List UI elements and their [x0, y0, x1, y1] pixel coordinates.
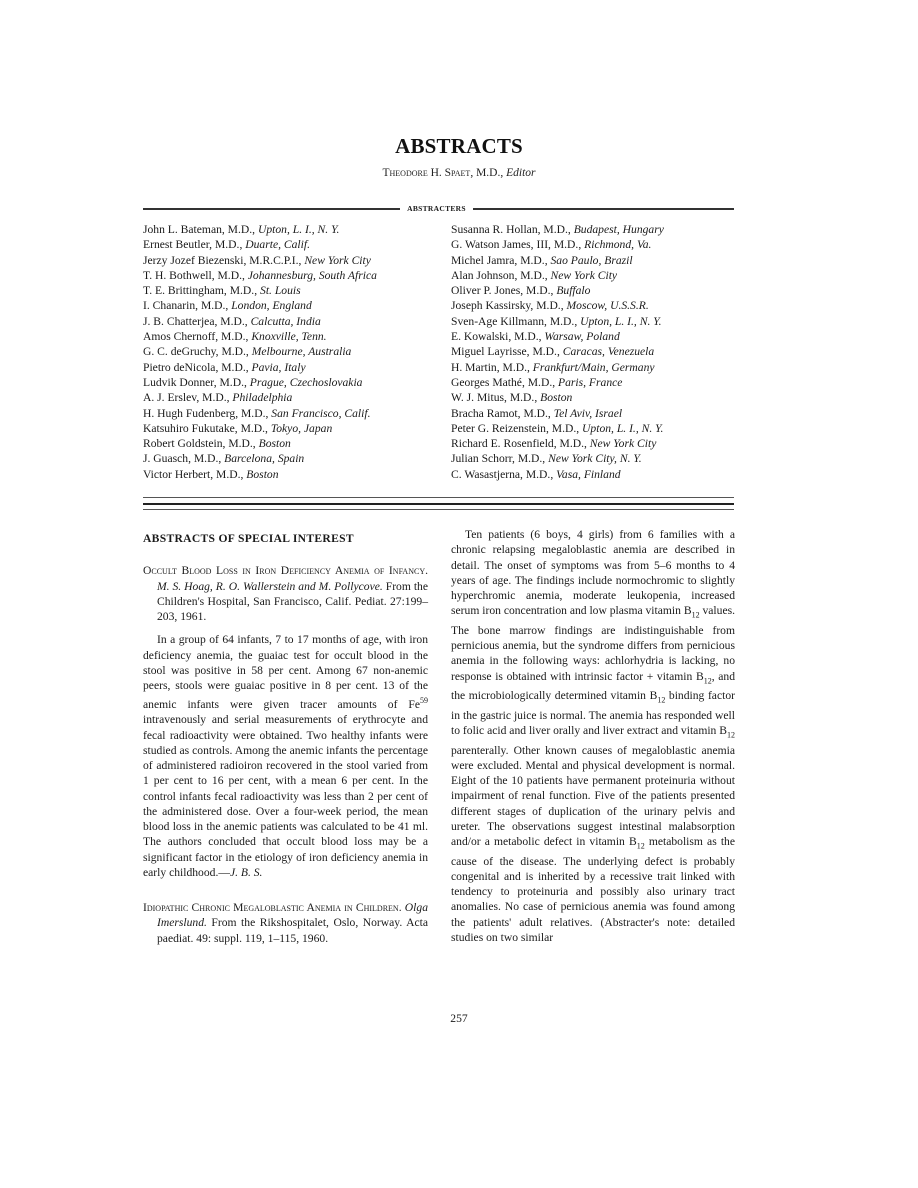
abstracter-location: Duarte, Calif. [245, 238, 310, 252]
abstracter-entry [143, 298, 377, 313]
page-number: 257 [450, 1012, 468, 1025]
abstracter-entry [451, 436, 664, 451]
abstract-1-text-b: intravenously and serial measurements of erythrocyte and fecal radioactivity were obtained. Two healthy infants were studied as controls. Among the anemic infants the percentage of administered radioiron recovered in the stool varied from 1 per cent to 16 per cent, with a mean 6 per cent. In the control infants fecal radioactivity was less than 2 per cent of the administered dose. Over a four-week period, the mean blood loss in the anemic patients was calculated to be 41 ml. The authors concluded that occult blood loss may be a significant factor in the etiology of iron deficiency anemia in early childhood.— [143, 713, 428, 879]
abstract-2-citation [143, 900, 428, 946]
abstracter-location: Upton, L. I., N. Y. [582, 421, 664, 435]
abstracter-location: Pavia, Italy [251, 360, 306, 374]
abstract-1-authors: M. S. Hoag, R. O. Wallerstein and M. Pollycove. [157, 579, 383, 593]
abstracter-entry [143, 360, 377, 375]
divider-rule-bottom [143, 509, 734, 510]
abstracter-entry [143, 344, 377, 359]
abstracter-name: Richard E. Rosenfield, M.D., [451, 437, 590, 451]
abstracter-name: Pietro deNicola, M.D., [143, 360, 252, 374]
abstracter-location: Prague, Czechoslovakia [249, 375, 363, 389]
abstracter-location: New York City [589, 437, 657, 451]
abstracter-location: New York City, N. Y. [548, 452, 642, 466]
abstracter-entry [143, 421, 377, 436]
abstracter-entry [451, 298, 664, 313]
editor-name: Theodore H. Spaet [382, 167, 471, 179]
rule-line-left [143, 208, 400, 210]
abstracter-entry [143, 436, 377, 451]
abstracter-name: T. H. Bothwell, M.D., [143, 268, 248, 282]
abstracter-name: H. Hugh Fudenberg, M.D., [143, 406, 272, 420]
abstracter-name: John L. Bateman, M.D., [143, 223, 258, 236]
abstract-2-text: binding factor in the gastric juice is normal. The anemia has responded well to folic acid and liver orally and liver extract and vitamin B [451, 689, 735, 737]
abstracter-entry [451, 344, 664, 359]
b12-subscript: 12 [727, 730, 735, 740]
abstracter-location: Calcutta, India [250, 314, 321, 328]
abstracter-entry [451, 329, 664, 344]
abstracter-name: Joseph Kassirsky, M.D., [451, 299, 567, 313]
abstract-1-signature: J. B. S. [229, 865, 263, 879]
abstracter-name: A. J. Erslev, M.D., [143, 391, 233, 405]
abstracter-name: W. J. Mitus, M.D., [451, 391, 541, 405]
abstracter-entry [451, 253, 664, 268]
divider-rule-top [143, 497, 734, 498]
abstracters-list-left [143, 222, 377, 482]
abstracter-entry [143, 237, 377, 252]
abstracter-entry [143, 283, 377, 298]
abstracter-entry [451, 467, 664, 482]
abstracter-name: J. Guasch, M.D., [143, 452, 225, 466]
abstracter-name: Georges Mathé, M.D., [451, 375, 559, 389]
abstracter-location: St. Louis [260, 284, 301, 298]
abstracter-entry [143, 314, 377, 329]
abstracter-name: E. Kowalski, M.D., [451, 330, 545, 344]
b12-subscript: 12 [691, 610, 700, 620]
abstract-2-text: metabolism as the cause of the disease. The underlying defect is probably congenital and is inherited by a recessive trait linked with tendency to proteinuria and possibly also urinary tract anomalies. No case of pernicious anemia was found among the patients' adult relatives. (Abstracter's note: detailed studies on two similar [451, 835, 735, 944]
abstract-2-body [451, 527, 735, 945]
abstracter-location: Tokyo, Japan [270, 421, 333, 435]
abstract-2-authors: Olga Imerslund. [157, 901, 428, 930]
abstracter-entry [451, 314, 664, 329]
abstract-1-source: From the Children's Hospital, San Francisco, Calif. Pediat. 27:199–203, 1961. [157, 579, 428, 623]
abstracter-name: Robert Goldstein, M.D., [143, 437, 259, 451]
abstracter-location: Vasa, Finland [556, 467, 621, 481]
abstracter-location: Sao Paulo, Brazil [550, 253, 633, 267]
editor-degree: , M.D., [470, 167, 507, 179]
abstracter-entry [143, 253, 377, 268]
abstracter-entry [143, 268, 377, 283]
abstracters-list-right [451, 222, 664, 482]
editor-role: Editor [506, 167, 536, 179]
abstracter-entry [451, 375, 664, 390]
abstracter-name: Oliver P. Jones, M.D., [451, 284, 557, 298]
abstracter-location: Barcelona, Spain [224, 452, 305, 466]
left-column [143, 527, 428, 954]
abstracter-name: Bracha Ramot, M.D., [451, 406, 554, 420]
abstracter-name: Katsuhiro Fukutake, M.D., [143, 421, 271, 435]
abstracter-name: H. Martin, M.D., [451, 360, 533, 374]
abstract-1-title: Occult Blood Loss in Iron Deficiency Anemia of Infancy. [143, 564, 428, 578]
page-title: ABSTRACTS [395, 134, 523, 158]
abstracter-entry [451, 237, 664, 252]
abstracter-entry [143, 390, 377, 405]
abstracter-location: New York City [304, 253, 371, 267]
abstracter-location: Moscow, U.S.S.R. [566, 299, 649, 313]
right-column [451, 527, 735, 945]
abstracter-name: I. Chanarin, M.D., [143, 299, 232, 313]
abstracter-location: Caracas, Venezuela [562, 345, 655, 359]
abstracter-location: Boston [540, 391, 573, 405]
abstracter-name: Julian Schorr, M.D., [451, 452, 549, 466]
abstracter-entry [143, 451, 377, 466]
abstracter-entry [451, 268, 664, 283]
b12-subscript: 12 [657, 695, 666, 705]
abstracter-name: Ludvik Donner, M.D., [143, 375, 250, 389]
abstracter-entry [451, 406, 664, 421]
abstract-1-citation [143, 563, 428, 624]
abstracter-location: Upton, L. I., N. Y. [257, 223, 340, 236]
abstracter-location: New York City [550, 268, 618, 282]
abstracter-location: Boston [258, 437, 291, 451]
rule-line-right [473, 208, 734, 210]
section-heading: ABSTRACTS OF SPECIAL INTEREST [143, 532, 354, 545]
abstract-2-text: parenterally. Other known causes of megaloblastic anemia were excluded. Mental and physical development is normal. Eight of the 10 patients have permanent proteinuria without impairment of renal function. Five of the patients presented different stages of duplication of the urinary pelvis and ureter. The observations suggest intestinal malabsorption and/or a metabolic defect in vitamin B [451, 743, 735, 848]
abstracter-location: London, England [231, 299, 312, 313]
abstracter-name: Jerzy Jozef Biezenski, M.R.C.P.I., [143, 253, 305, 267]
abstracter-location: Buffalo [556, 284, 591, 298]
abstracter-name: Miguel Layrisse, M.D., [451, 345, 563, 359]
b12-subscript: 12 [636, 841, 645, 851]
abstracter-name: Sven-Age Killmann, M.D., [451, 314, 581, 328]
abstracter-location: Tel Aviv, Israel [553, 406, 623, 420]
abstracter-location: Philadelphia [232, 391, 293, 405]
abstracter-location: Johannesburg, South Africa [247, 268, 377, 282]
abstracter-name: G. Watson James, III, M.D., [451, 238, 585, 252]
abstract-1-text-a: In a group of 64 infants, 7 to 17 months of age, with iron deficiency anemia, the guaiac test for occult blood in the stool was positive in 58 per cent. Among 67 non-anemic peers, stools were guaiac positive in 8 per cent. 13 of the anemic infants were given tracer amounts of Fe [143, 633, 428, 712]
abstracter-location: San Francisco, Calif. [271, 406, 371, 420]
abstracter-location: Boston [246, 467, 279, 481]
abstracter-name: Peter G. Reizenstein, M.D., [451, 421, 583, 435]
abstracter-entry [143, 222, 377, 237]
abstracter-location: Paris, France [558, 375, 623, 389]
abstracter-name: Michel Jamra, M.D., [451, 253, 551, 267]
abstracter-entry [143, 406, 377, 421]
abstracter-name: Victor Herbert, M.D., [143, 467, 247, 481]
abstracter-entry [143, 375, 377, 390]
isotope-superscript: 59 [420, 696, 428, 706]
abstracter-entry [143, 467, 377, 482]
abstracter-name: C. Wasastjerna, M.D., [451, 467, 557, 481]
abstracter-name: Susanna R. Hollan, M.D., [451, 223, 574, 236]
abstracter-name: Ernest Beutler, M.D., [143, 238, 246, 252]
abstracter-name: G. C. deGruchy, M.D., [143, 345, 252, 359]
abstract-1-body [143, 632, 428, 880]
abstract-2-text: Ten patients (6 boys, 4 girls) from 6 families with a chronic relapsing megaloblastic anemia are described in detail. The onset of symptoms was from 5–6 months to 4 years of age. The findings include normochromic to slightly hyperchromic anemia, moderate leukopenia, increased serum iron concentration and low plasma vitamin B [451, 528, 735, 618]
editor-line [0, 167, 918, 179]
abstracter-location: Frankfurt/Main, Germany [532, 360, 655, 374]
abstracter-name: Amos Chernoff, M.D., [143, 330, 252, 344]
abstracter-location: Richmond, Va. [584, 238, 652, 252]
abstracter-name: Alan Johnson, M.D., [451, 268, 551, 282]
abstracter-location: Knoxville, Tenn. [251, 330, 327, 344]
abstract-2-source: From the Rikshospitalet, Oslo, Norway. Acta paediat. 49: suppl. 119, 1–115, 1960. [157, 916, 428, 945]
abstract-2-text: , and the microbiologically determined vitamin B [451, 669, 735, 703]
abstracter-location: Budapest, Hungary [573, 223, 664, 236]
abstracter-entry [451, 222, 664, 237]
abstract-2-text: values. The bone marrow findings are indistinguishable from pernicious anemia, but the syndrome differs from pernicious anemia in the following ways: achlorhydria is lacking, no response is obtained with intrinsic factor + vitamin B [451, 604, 736, 683]
abstracters-rule [143, 203, 734, 215]
abstracter-entry [451, 451, 664, 466]
abstracter-name: T. E. Brittingham, M.D., [143, 284, 261, 298]
abstracter-entry [451, 360, 664, 375]
abstracter-entry [143, 329, 377, 344]
abstracter-name: J. B. Chatterjea, M.D., [143, 314, 251, 328]
abstracter-entry [451, 390, 664, 405]
abstracter-entry [451, 283, 664, 298]
abstract-2-title: Idiopathic Chronic Megaloblastic Anemia in Children. [143, 901, 402, 915]
abstracter-location: Upton, L. I., N. Y. [580, 314, 662, 328]
abstracter-entry [451, 421, 664, 436]
abstracter-location: Warsaw, Poland [544, 330, 620, 344]
abstracters-label: ABSTRACTERS [407, 204, 466, 213]
b12-subscript: 12 [703, 675, 712, 685]
divider-rule-middle [143, 503, 734, 505]
abstracter-location: Melbourne, Australia [251, 345, 352, 359]
